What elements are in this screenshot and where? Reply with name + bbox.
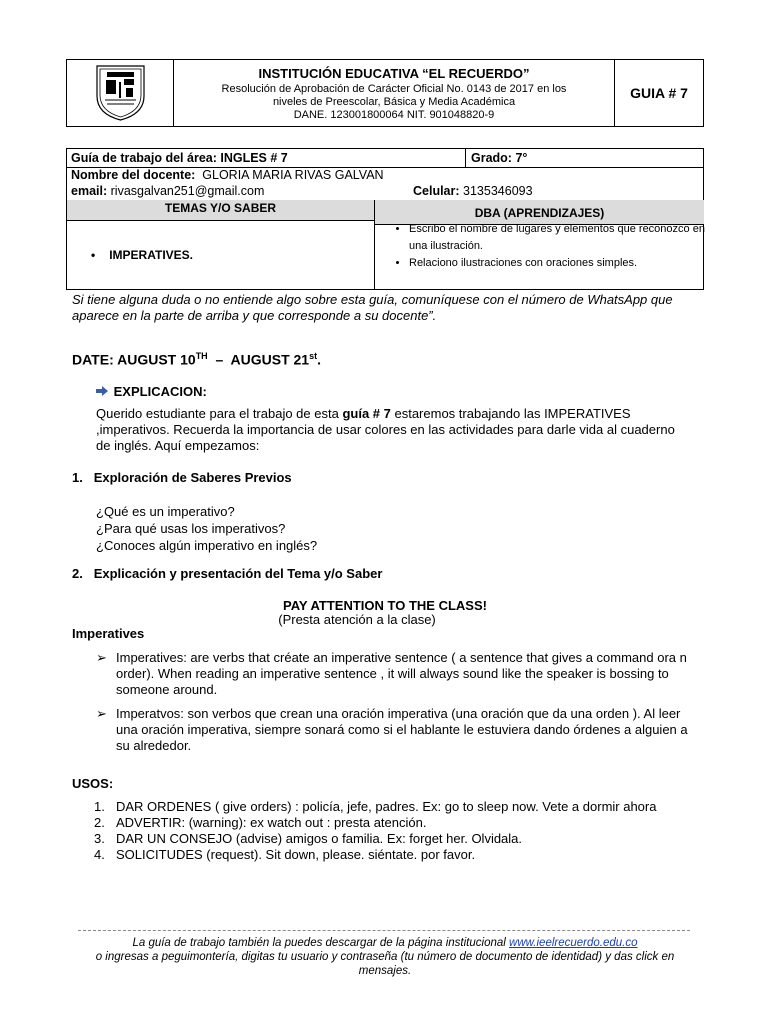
whatsapp-note: Si tiene alguna duda o no entiende algo sobre esta guía, comuníquese con el número de WhatsApp que aparece en la parte de arriba y que corresponde a su docente”. (72, 292, 673, 323)
usos-list (94, 799, 704, 863)
footer-line-1: La guía de trabajo también la puedes descargar de la página institucional www.ieelrecuerdo.edu.co (132, 937, 638, 949)
question: ¿Conoces algún imperativo en inglés? (96, 538, 318, 553)
question: ¿Para qué usas los imperativos? (96, 521, 286, 536)
list-item: 3. DAR UN CONSEJO (advise) amigos o familia. Ex: forget her. Olvidala. (94, 831, 523, 846)
resolution-line-1: Resolución de Aprobación de Carácter Oficial No. 0143 de 2017 en los (221, 83, 567, 95)
dba-item: • Relaciono ilustraciones con oraciones simples. (409, 255, 721, 272)
pay-attention-es: (Presta atención a la clase) (278, 612, 436, 627)
info-table (66, 148, 704, 290)
email-row: email: rivasgalvan251@gmail.com (71, 184, 265, 198)
header-center (174, 66, 614, 122)
list-item: 4. SOLICITUDES (request). Sit down, please. siéntate. por favor. (94, 847, 476, 862)
date-range: DATE: AUGUST 10TH – AUGUST 21st. (72, 351, 321, 368)
header-box (66, 59, 704, 127)
teacher-row: Nombre del docente: GLORIA MARIA RIVAS GALVAN (71, 168, 384, 182)
dba-item: • Escribo el nombre de lugares y elementos que reconozco en una ilustración. (409, 221, 721, 255)
question: ¿Qué es un imperativo? (96, 504, 235, 519)
section-1-questions (96, 503, 317, 554)
arrow-bullet-icon: ➢ (96, 706, 107, 721)
dane-line: DANE. 123001800064 NIT. 901048820-9 (293, 109, 495, 121)
email-value: rivasgalvan251@gmail.com (110, 184, 265, 198)
phone-row: Celular: 3135346093 (413, 184, 533, 198)
imperatives-bullet-es: ➢ Imperatvos: son verbos que crean una oración imperativa (una oración que da una orden ). Al leer una oración imperativa, siempre sonará como si el hablante le estuviera dando órdenes a alguien a su alrededor. (96, 706, 688, 753)
tema-item: • IMPERATIVES. (91, 248, 193, 262)
footer-line-2: o ingresas a peguimontería, digitas tu usuario y contraseña (tu número de documento de identidad) y das click en mensajes. (95, 951, 675, 977)
website-link[interactable]: www.ieelrecuerdo.edu.co (509, 937, 638, 949)
imperatives-bullet-en: ➢ Imperatives: are verbs that créate an imperative sentence ( a sentence that gives a command ora n order). When reading an imperative sentence , it will always sound like the speaker is bossing to someone around. (96, 650, 687, 697)
section-2-heading: 2. Explicación y presentación del Tema y/o Saber (72, 566, 383, 581)
col-temas: TEMAS Y/O SABER (164, 201, 277, 215)
arrow-bullet-icon: ➢ (96, 650, 107, 665)
imperatives-subtitle: Imperatives (72, 626, 145, 641)
phone-value: 3135346093 (463, 184, 533, 198)
resolution-line-2: niveles de Preescolar, Básica y Media Académica (272, 96, 516, 108)
dba-list (387, 221, 721, 272)
footer-divider (78, 930, 690, 931)
grade-label: Grado: 7° (471, 151, 528, 165)
explicacion-heading: EXPLICACION: (96, 384, 207, 399)
school-logo (93, 64, 148, 122)
explicacion-text: Querido estudiante para el trabajo de esta guía # 7 estaremos trabajando las IMPERATIVES ,imperativos. Recuerda la importancia de usar colores en las actividades para darle vida al cuaderno de inglés. Aquí empezamos: (96, 406, 675, 453)
usos-heading: USOS: (72, 776, 114, 791)
list-item: 1. DAR ORDENES ( give orders) : policía, jefe, padres. Ex: go to sleep now. Vete a dormir ahora (94, 799, 657, 814)
institution-name: INSTITUCIÓN EDUCATIVA “EL RECUERDO” (258, 66, 530, 81)
arrow-bullet-icon (96, 384, 110, 399)
guide-number: GUIA # 7 (630, 85, 688, 101)
section-1-heading: 1. Exploración de Saberes Previos (72, 470, 292, 485)
pay-attention: PAY ATTENTION TO THE CLASS! (283, 598, 487, 613)
area-label: Guía de trabajo del área: INGLES # 7 (71, 151, 288, 165)
teacher-name: GLORIA MARIA RIVAS GALVAN (202, 168, 384, 182)
col-dba: DBA (APRENDIZAJES) (474, 206, 605, 220)
list-item: 2. ADVERTIR: (warning): ex watch out : presta atención. (94, 815, 427, 830)
footer (70, 936, 700, 978)
